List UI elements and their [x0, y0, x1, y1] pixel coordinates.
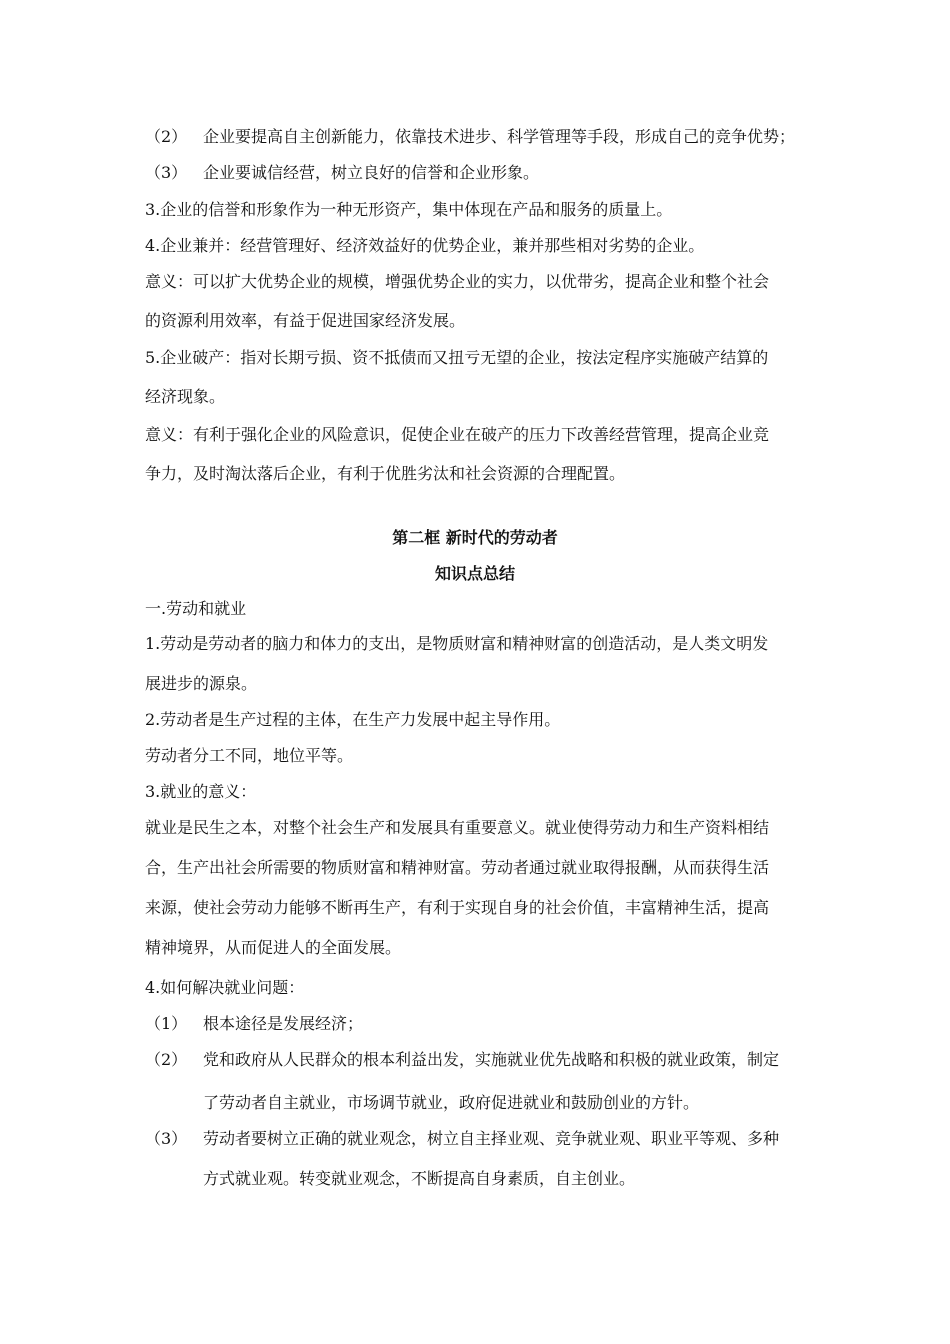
paragraph: 4.如何解决就业问题：: [145, 978, 305, 997]
list-item-text: 企业要提高自主创新能力，依靠技术进步、科学管理等手段，形成自己的竞争优势；: [203, 127, 796, 146]
paragraph: 精神境界，从而促进人的全面发展。: [145, 938, 402, 957]
paragraph: 劳动者分工不同，地位平等。: [145, 746, 354, 765]
list-item-text: 劳动者要树立正确的就业观念，树立自主择业观、竞争就业观、职业平等观、多种: [203, 1129, 780, 1148]
list-item-text: 根本途径是发展经济；: [203, 1014, 364, 1033]
section-subtitle: 知识点总结: [434, 564, 515, 583]
paragraph: 3.就业的意义：: [145, 782, 257, 801]
paragraph: 合，生产出社会所需要的物质财富和精神财富。劳动者通过就业取得报酬，从而获得生活: [145, 858, 770, 877]
list-item-text: 党和政府从人民群众的根本利益出发，实施就业优先战略和积极的就业政策，制定: [203, 1050, 780, 1069]
heading: 一.劳动和就业: [145, 599, 247, 618]
paragraph: 展进步的源泉。: [145, 674, 258, 693]
paragraph: 就业是民生之本，对整个社会生产和发展具有重要意义。就业使得劳动力和生产资料相结: [145, 818, 770, 837]
paragraph: 来源，使社会劳动力能够不断再生产，有利于实现自身的社会价值，丰富精神生活，提高: [145, 898, 770, 917]
list-item-text: 方式就业观。转变就业观念，不断提高自身素质，自主创业。: [203, 1169, 636, 1188]
list-number: （2）: [145, 1050, 188, 1069]
paragraph: 经济现象。: [145, 387, 226, 406]
paragraph: 的资源利用效率，有益于促进国家经济发展。: [145, 311, 466, 330]
list-number: （3）: [145, 1129, 188, 1148]
paragraph: 1.劳动是劳动者的脑力和体力的支出，是物质财富和精神财富的创造活动，是人类文明发: [145, 634, 769, 653]
paragraph: 意义：有利于强化企业的风险意识，促使企业在破产的压力下改善经营管理，提高企业竞: [145, 425, 770, 444]
list-number: （3）: [145, 163, 188, 182]
list-number: （1）: [145, 1014, 188, 1033]
paragraph: 5.企业破产：指对长期亏损、资不抵债而又扭亏无望的企业，按法定程序实施破产结算的: [145, 348, 769, 367]
paragraph: 2.劳动者是生产过程的主体，在生产力发展中起主导作用。: [145, 710, 561, 729]
section-title: 第二框 新时代的劳动者: [392, 528, 558, 547]
list-number: （2）: [145, 127, 188, 146]
paragraph: 意义：可以扩大优势企业的规模，增强优势企业的实力，以优带劣，提高企业和整个社会: [145, 272, 770, 291]
paragraph: 3.企业的信誉和形象作为一种无形资产，集中体现在产品和服务的质量上。: [145, 200, 673, 219]
list-item-text: 企业要诚信经营，树立良好的信誉和企业形象。: [203, 163, 540, 182]
paragraph: 争力，及时淘汰落后企业，有利于优胜劣汰和社会资源的合理配置。: [145, 464, 626, 483]
paragraph: 4.企业兼并：经营管理好、经济效益好的优势企业，兼并那些相对劣势的企业。: [145, 236, 705, 255]
list-item-text: 了劳动者自主就业，市场调节就业，政府促进就业和鼓励创业的方针。: [203, 1093, 700, 1112]
